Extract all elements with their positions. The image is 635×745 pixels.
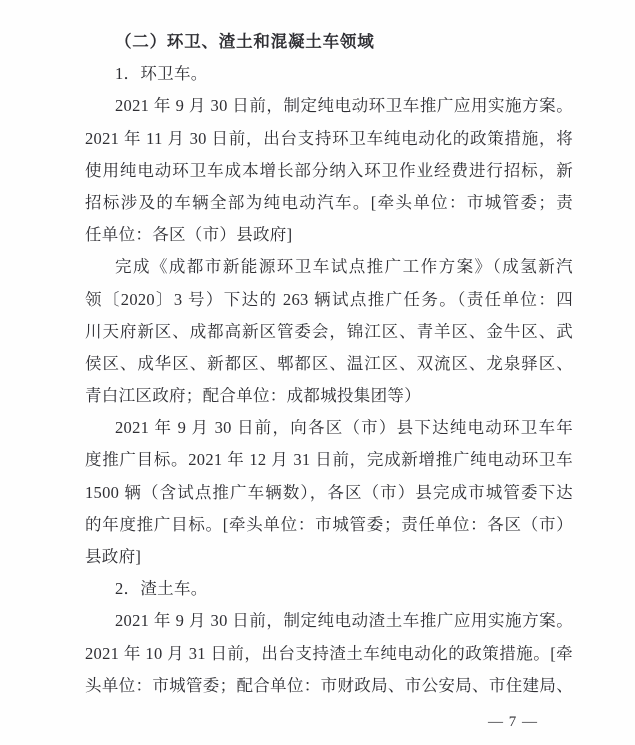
text-line: 2021 年 11 月 30 日前，出台支持环卫车纯电动化的政策措施，将 [85,128,573,148]
text-line: 度推广目标。2021 年 12 月 31 日前，完成新增推广纯电动环卫车 [85,450,573,470]
page-number: — 7 — [488,714,538,730]
text-line: 招标涉及的车辆全部为纯电动汽车。[牵头单位：市城管委；责 [85,192,573,212]
text-line: 川天府新区、成都高新区管委会，锦江区、青羊区、金牛区、武 [85,321,573,341]
text-line: 的年度推广目标。[牵头单位：市城管委；责任单位：各区（市） [85,514,573,534]
text-line: （二）环卫、渣土和混凝土车领域 [115,32,375,51]
text-line: 头单位：市城管委；配合单位：市财政局、市公安局、市住建局、 [85,675,573,695]
text-line: 2021 年 9 月 30 日前，制定纯电动渣土车推广应用实施方案。 [115,611,573,631]
text-line: 1．环卫车。 [115,64,208,84]
text-line: 青白江区政府；配合单位：成都城投集团等） [85,386,421,406]
text-line: 完成《成都市新能源环卫车试点推广工作方案》（成氢新汽 [115,257,573,277]
text-line: 县政府] [85,547,142,566]
text-line: 2．渣土车。 [115,579,208,599]
text-line: 2021 年 10 月 31 日前，出台支持渣土车纯电动化的政策措施。[牵 [85,643,573,663]
text-line: 任单位：各区（市）县政府] [85,225,293,245]
document-body [85,26,573,702]
text-line: 1500 辆（含试点推广车辆数），各区（市）县完成市城管委下达 [85,482,573,502]
text-line: 领〔2020〕3 号）下达的 263 辆试点推广任务。（责任单位：四 [85,289,573,309]
text-line: 2021 年 9 月 30 日前，向各区（市）县下达纯电动环卫车年 [115,418,573,438]
text-line: 侯区、成华区、新都区、郫都区、温江区、双流区、龙泉驿区、 [85,353,573,373]
text-line: 使用纯电动环卫车成本增长部分纳入环卫作业经费进行招标，新 [85,160,573,180]
text-line: 2021 年 9 月 30 日前，制定纯电动环卫车推广应用实施方案。 [115,96,573,116]
